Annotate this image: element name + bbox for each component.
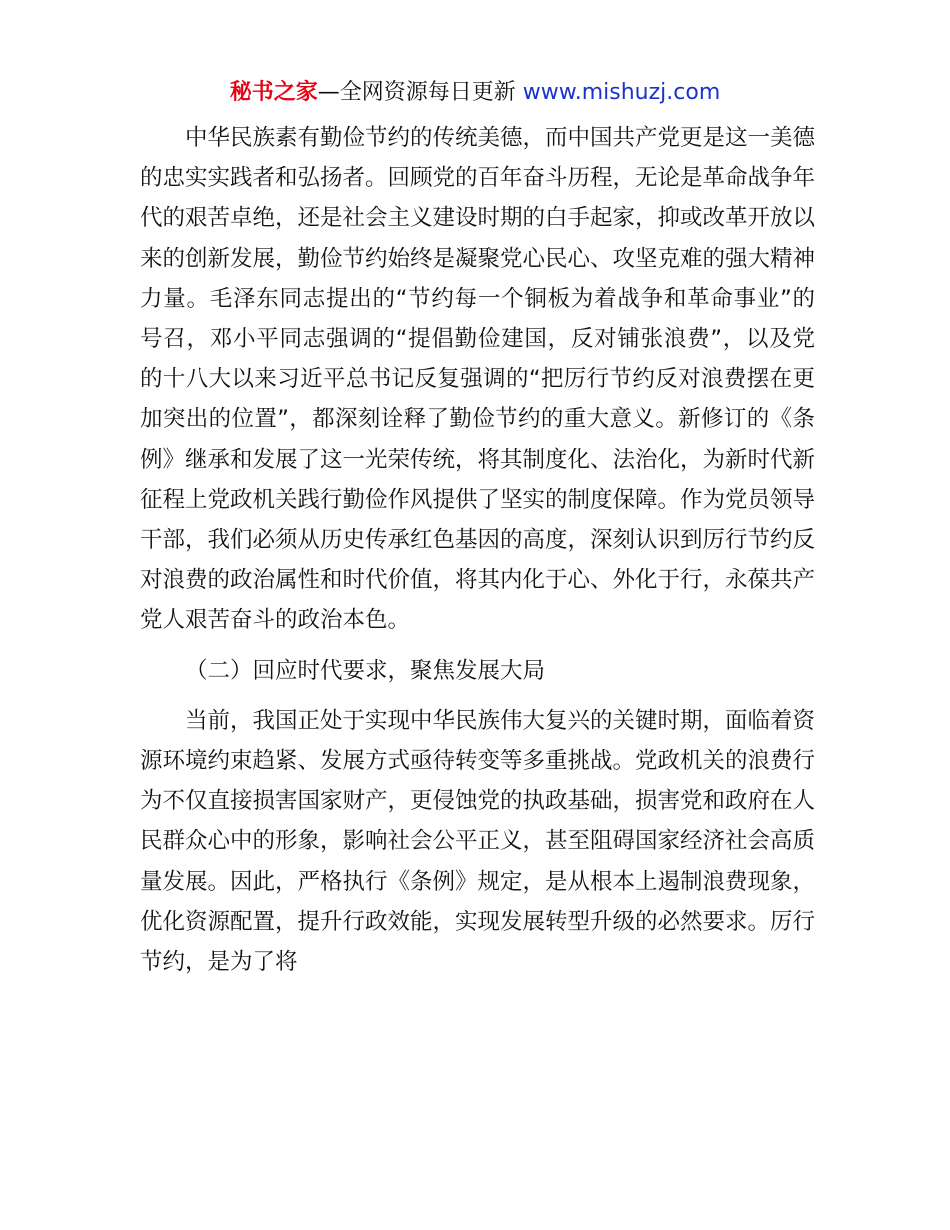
brand-name: 秘书之家: [229, 80, 318, 105]
body-paragraph-1: 中华民族素有勤俭节约的传统美德，而中国共产党更是这一美德的忠实实践者和弘扬者。回顾党的百年奋斗历程，无论是革命战争年代的艰苦卓绝，还是社会主义建设时期的白手起家，抑或改革开放以来的创新发展，勤俭节约始终是凝聚党心民心、攻坚克难的强大精神力量。毛泽东同志提出的“节约每一个铜板为着战争和革命事业”的号召，邓小平同志强调的“提倡勤俭建国，反对铺张浪费”，以及党的十八大以来习近平总书记反复强调的“把厉行节约反对浪费摆在更加突出的位置”，都深刻诠释了勤俭节约的重大意义。新修订的《条例》继承和发展了这一光荣传统，将其制度化、法治化，为新时代新征程上党政机关践行勤俭作风提供了坚实的制度保障。作为党员领导干部，我们必须从历史传承红色基因的高度，深刻认识到厉行节约反对浪费的政治属性和时代价值，将其内化于心、外化于行，永葆共产党人艰苦奋斗的政治本色。: [140, 125, 816, 634]
site-url-link[interactable]: www.mishuzj.com: [522, 80, 721, 105]
header-tagline: —全网资源每日更新: [317, 80, 516, 105]
document-body: [140, 118, 815, 982]
section-heading-2: （二）回应时代要求，聚焦发展大局: [185, 657, 546, 684]
site-header: [0, 76, 950, 110]
body-paragraph-2: 当前，我国正处于实现中华民族伟大复兴的关键时期，面临着资源环境约束趋紧、发展方式亟待转变等多重挑战。党政机关的浪费行为不仅直接损害国家财产，更侵蚀党的执政基础，损害党和政府在人民群众心中的形象，影响社会公平正义，甚至阻碍国家经济社会高质量发展。因此，严格执行《条例》规定，是从根本上遏制浪费现象，优化资源配置，提升行政效能，实现发展转型升级的必然要求。厉行节约，是为了将: [140, 707, 816, 976]
